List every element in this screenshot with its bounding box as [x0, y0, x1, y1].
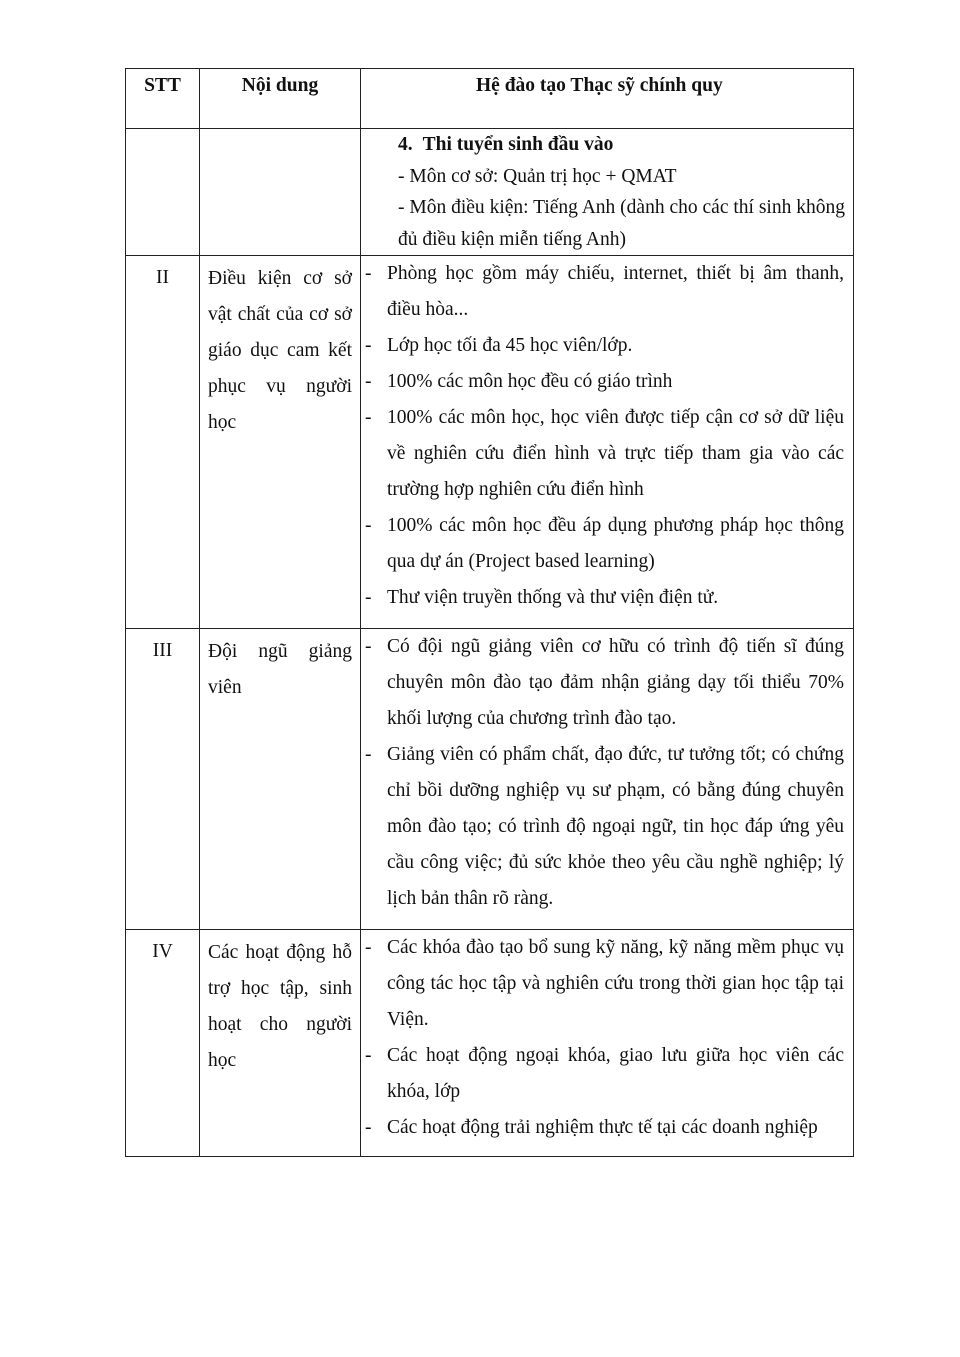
dash-marker: -	[365, 407, 372, 428]
dash-marker: -	[365, 1117, 372, 1138]
bullet-list	[361, 629, 853, 917]
list-item	[361, 629, 853, 737]
stt-cell: III	[126, 629, 200, 930]
list-item-text: Thư viện truyền thống và thư viện điện tử.	[387, 587, 719, 608]
dash-marker: -	[365, 1045, 372, 1066]
content-cell: Các hoạt động hỗ trợ học tập, sinh hoạt cho người học	[200, 930, 361, 1157]
list-item-text: Phòng học gồm máy chiếu, internet, thiết bị âm thanh, điều hòa...	[387, 263, 844, 320]
list-item-text: Có đội ngũ giảng viên cơ hữu có trình độ tiến sĩ đúng chuyên môn đào tạo đảm nhận giảng dạy tối thiểu 70% khối lượng của chương trình đào tạo.	[387, 636, 844, 729]
bullet-list	[361, 256, 853, 616]
program-cell	[361, 129, 854, 256]
bullet-list	[361, 930, 853, 1146]
table-row	[126, 930, 854, 1157]
list-item	[361, 1110, 853, 1146]
list-item	[361, 364, 853, 400]
list-item	[361, 737, 853, 917]
entrance-line-2: - Môn điều kiện: Tiếng Anh (dành cho các thí sinh không đủ điều kiện miễn tiếng Anh)	[398, 197, 845, 250]
dash-marker: -	[365, 515, 372, 536]
content-cell: Điều kiện cơ sở vật chất của cơ sở giáo dục cam kết phục vụ người học	[200, 256, 361, 629]
entrance-number: 4.	[398, 134, 413, 155]
list-item	[361, 508, 853, 580]
list-item	[361, 400, 853, 508]
table-row-entrance	[126, 129, 854, 256]
stt-cell: II	[126, 256, 200, 629]
list-item	[361, 580, 853, 616]
header-stt: STT	[126, 69, 200, 129]
dash-marker: -	[365, 263, 372, 284]
list-item-text: Các hoạt động trải nghiệm thực tế tại các doanh nghiệp	[387, 1117, 818, 1138]
dash-marker: -	[365, 371, 372, 392]
list-item-text: Lớp học tối đa 45 học viên/lớp.	[387, 335, 633, 356]
list-item-text: 100% các môn học đều có giáo trình	[387, 371, 673, 392]
list-item-text: 100% các môn học đều áp dụng phương pháp học thông qua dự án (Project based learning)	[387, 515, 844, 572]
content-cell: Đội ngũ giảng viên	[200, 629, 361, 930]
dash-marker: -	[365, 937, 372, 958]
dash-marker: -	[365, 335, 372, 356]
program-table	[125, 68, 854, 1157]
entrance-heading	[398, 129, 845, 161]
header-program: Hệ đào tạo Thạc sỹ chính quy	[361, 69, 854, 129]
list-item-text: 100% các môn học, học viên được tiếp cận cơ sở dữ liệu về nghiên cứu điển hình và trực tiếp tham gia vào các trường hợp nghiên cứu điển hình	[387, 407, 844, 500]
program-cell	[361, 256, 854, 629]
list-item	[361, 256, 853, 328]
entrance-line-1: - Môn cơ sở: Quản trị học + QMAT	[398, 165, 677, 187]
entrance-block	[361, 129, 853, 255]
dash-marker: -	[365, 587, 372, 608]
list-item-text: Các khóa đào tạo bổ sung kỹ năng, kỹ năng mềm phục vụ công tác học tập và nghiên cứu trong thời gian học tập tại Viện.	[387, 937, 844, 1030]
program-cell	[361, 930, 854, 1157]
list-item-text: Các hoạt động ngoại khóa, giao lưu giữa học viên các khóa, lớp	[387, 1045, 844, 1102]
program-cell	[361, 629, 854, 930]
dash-marker: -	[365, 744, 372, 765]
table-row	[126, 629, 854, 930]
content-cell	[200, 129, 361, 256]
list-item-text: Giảng viên có phẩm chất, đạo đức, tư tưởng tốt; có chứng chỉ bồi dưỡng nghiệp vụ sư phạm, có bằng đúng chuyên môn đào tạo; có trình độ ngoại ngữ, tin học đáp ứng yêu cầu công việc; đủ sức khỏe theo yêu cầu nghề nghiệp; lý lịch bản thân rõ ràng.	[387, 744, 844, 909]
entrance-title: Thi tuyển sinh đầu vào	[422, 134, 614, 155]
table-row	[126, 256, 854, 629]
stt-cell: IV	[126, 930, 200, 1157]
table-header-row	[126, 69, 854, 129]
header-content: Nội dung	[200, 69, 361, 129]
dash-marker: -	[365, 636, 372, 657]
list-item	[361, 930, 853, 1038]
stt-cell	[126, 129, 200, 256]
list-item	[361, 328, 853, 364]
list-item	[361, 1038, 853, 1110]
